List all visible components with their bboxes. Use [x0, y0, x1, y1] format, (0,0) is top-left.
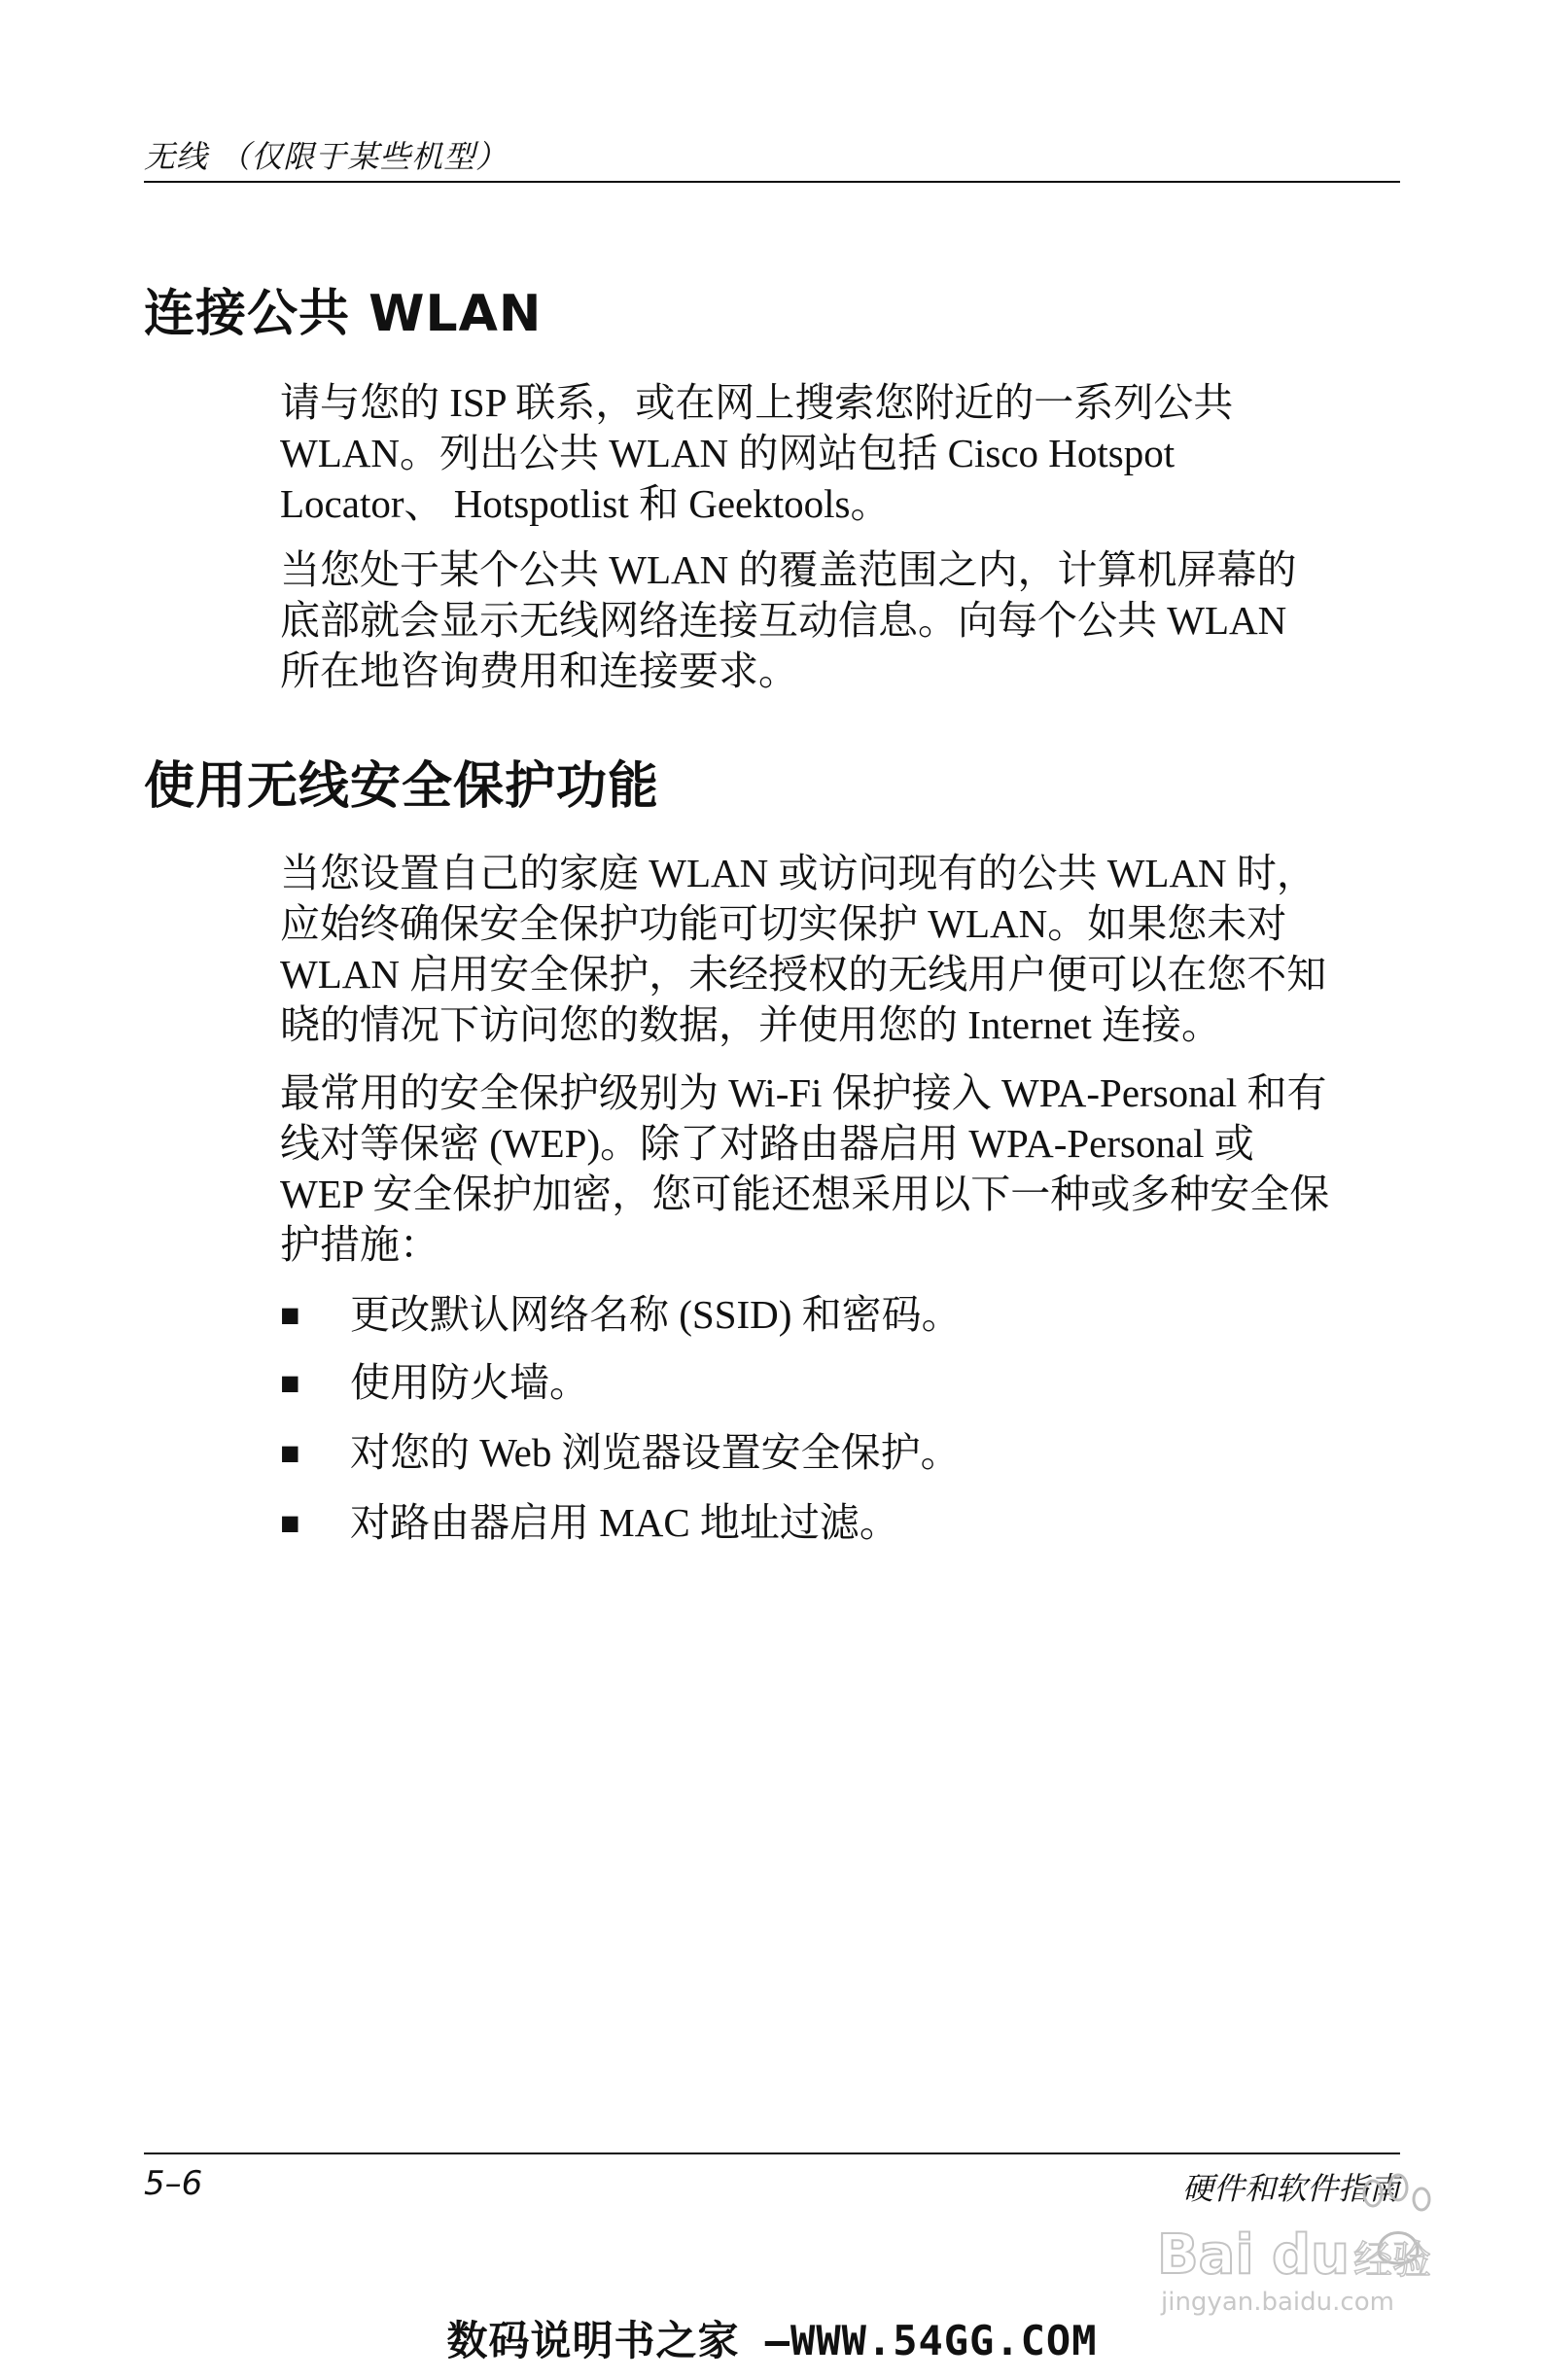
paragraph-isp-contact: [280, 377, 1408, 529]
svg-text:du: du: [1272, 2223, 1350, 2287]
text-line: 请与您的 ISP 联系，或在网上搜索您附近的一系列公共: [280, 380, 1234, 425]
bullet-square-icon: ■: [280, 1506, 300, 1542]
text-line: 所在地咨询费用和连接要求。: [280, 648, 798, 693]
section-heading-security: 使用无线安全保护功能: [144, 757, 660, 816]
bullet-item-ssid: [280, 1289, 962, 1342]
page-number: 5–6: [144, 2164, 203, 2203]
bullet-text: 更改默认网络名称 (SSID) 和密码。: [350, 1292, 962, 1337]
svg-text:经验: 经验: [1353, 2238, 1431, 2283]
text-line: 线对等保密 (WEP)。除了对路由器启用 WPA-Personal 或: [280, 1121, 1254, 1166]
paragraph-home-wlan: [280, 848, 1408, 1050]
bullet-square-icon: ■: [280, 1366, 300, 1402]
text-line: 应始终确保安全保护功能可切实保护 WLAN。如果您未对: [280, 901, 1287, 946]
running-header: 无线 （仅限于某些机型）: [144, 138, 509, 175]
site-footer-banner: 数码说明书之家 —WWW.54GG.COM: [446, 2317, 1098, 2364]
svg-text:jingyan.baidu.com: jingyan.baidu.com: [1161, 2288, 1394, 2317]
bullet-text: 使用防火墙。: [350, 1360, 589, 1405]
svg-text:Bai: Bai: [1157, 2223, 1254, 2287]
baidu-watermark-logo: [1147, 2158, 1439, 2324]
footer-rule: [144, 2152, 1400, 2154]
bullet-text: 对路由器启用 MAC 地址过滤。: [350, 1500, 899, 1545]
header-rule: [144, 181, 1400, 183]
bullet-text: 对您的 Web 浏览器设置安全保护。: [350, 1430, 961, 1475]
bullet-item-mac-filter: [280, 1497, 899, 1550]
bullet-item-browser: [280, 1427, 961, 1480]
section-heading-public-wlan: 连接公共 WLAN: [144, 285, 543, 343]
text-line: 护措施：: [280, 1222, 439, 1267]
text-line: 最常用的安全保护级别为 Wi-Fi 保护接入 WPA-Personal 和有: [280, 1070, 1327, 1115]
bullet-item-firewall: [280, 1357, 589, 1410]
text-line: 当您处于某个公共 WLAN 的覆盖范围之内，计算机屏幕的: [280, 547, 1297, 592]
text-line: 底部就会显示无线网络连接互动信息。向每个公共 WLAN: [280, 598, 1287, 643]
text-line: 当您设置自己的家庭 WLAN 或访问现有的公共 WLAN 时，: [280, 851, 1316, 895]
bullet-square-icon: ■: [280, 1436, 300, 1472]
text-line: WEP 安全保护加密，您可能还想采用以下一种或多种安全保: [280, 1172, 1330, 1216]
text-line: Locator、 Hotspotlist 和 Geektools。: [280, 481, 891, 526]
book-title: 硬件和软件指南: [1181, 2170, 1400, 2207]
paragraph-security-levels: [280, 1068, 1408, 1270]
text-line: WLAN 启用安全保护，未经授权的无线用户便可以在您不知: [280, 952, 1327, 997]
paragraph-coverage: [280, 544, 1408, 696]
text-line: WLAN。列出公共 WLAN 的网站包括 Cisco Hotspot: [280, 431, 1176, 475]
bullet-square-icon: ■: [280, 1298, 300, 1334]
text-line: 晓的情况下访问您的数据，并使用您的 Internet 连接。: [280, 1002, 1221, 1047]
